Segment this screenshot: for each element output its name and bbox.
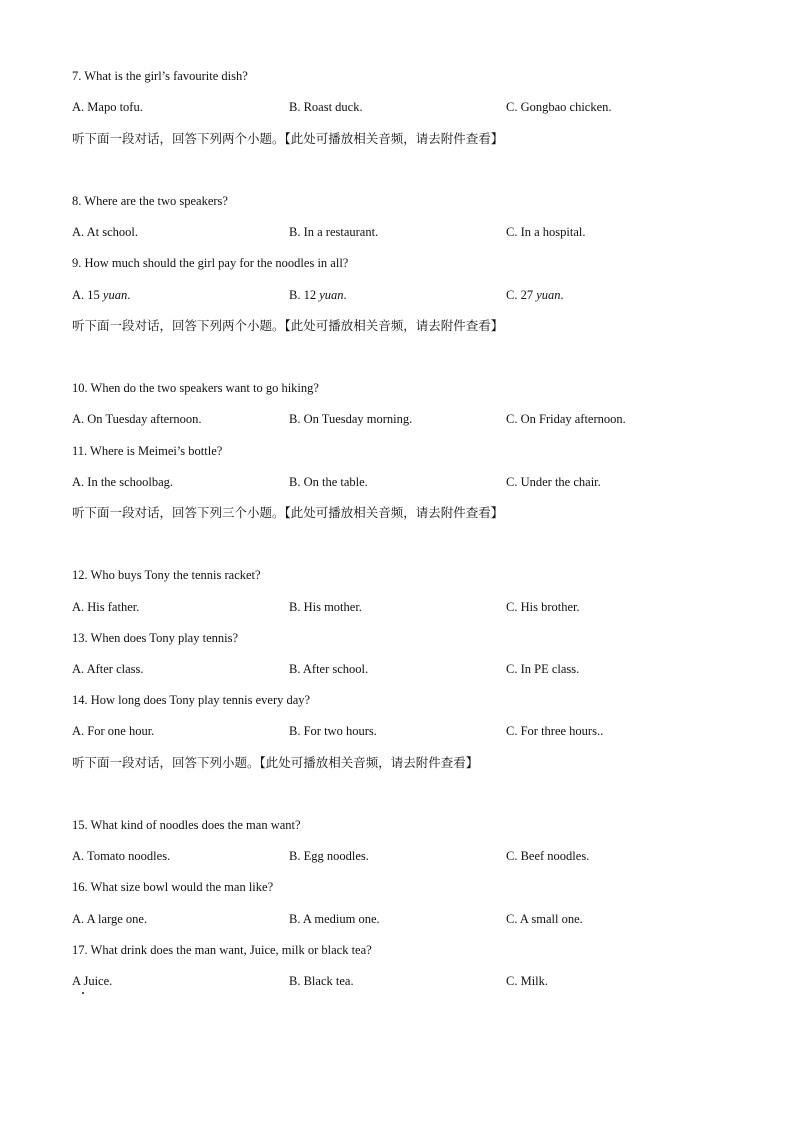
instruction-text: 听下面一段对话，回答下列三个小题。【此处可播放相关音频，请去附件查看】 xyxy=(72,505,504,520)
question-15 xyxy=(0,815,794,835)
option-c-period: . xyxy=(560,288,564,302)
option-c: C. In PE class. xyxy=(506,662,580,676)
option-c: C. Gongbao chicken. xyxy=(506,100,612,114)
listening-instruction xyxy=(0,316,794,336)
question-text: 10. When do the two speakers want to go hiking? xyxy=(72,381,319,395)
question-17 xyxy=(0,940,794,960)
option-b: B. A medium one. xyxy=(289,912,380,926)
option-a: A. A large one. xyxy=(72,912,148,926)
options-10 xyxy=(0,409,794,429)
option-a: A Juice. xyxy=(72,974,113,988)
options-8 xyxy=(0,222,794,242)
question-14 xyxy=(0,690,794,710)
instruction-text: 听下面一段对话，回答下列小题。【此处可播放相关音频，请去附件查看】 xyxy=(72,755,479,770)
options-14 xyxy=(0,721,794,741)
option-b: B. Egg noodles. xyxy=(289,849,369,863)
question-11 xyxy=(0,441,794,461)
option-b: B. Black tea. xyxy=(289,974,354,988)
option-c: C. Milk. xyxy=(506,974,549,988)
option-a: A. His father. xyxy=(72,600,140,614)
question-13 xyxy=(0,628,794,648)
option-b: B. His mother. xyxy=(289,600,362,614)
option-b-unit: yuan xyxy=(319,288,344,302)
stray-dot xyxy=(82,992,84,994)
question-text: 12. Who buys Tony the tennis racket? xyxy=(72,568,261,582)
listening-instruction xyxy=(0,753,794,773)
option-a: A. On Tuesday afternoon. xyxy=(72,412,202,426)
option-b: B. Roast duck. xyxy=(289,100,363,114)
option-c: C. On Friday afternoon. xyxy=(506,412,626,426)
option-c-amount: C. 27 xyxy=(506,288,537,302)
question-text: 13. When does Tony play tennis? xyxy=(72,631,238,645)
question-text: 9. How much should the girl pay for the noodles in all? xyxy=(72,256,349,270)
option-b xyxy=(289,285,347,305)
question-text: 8. Where are the two speakers? xyxy=(72,194,228,208)
option-a: A. Mapo tofu. xyxy=(72,100,143,114)
question-text: 15. What kind of noodles does the man want? xyxy=(72,818,301,832)
question-text: 16. What size bowl would the man like? xyxy=(72,880,274,894)
question-10 xyxy=(0,378,794,398)
options-12 xyxy=(0,597,794,617)
instruction-text: 听下面一段对话，回答下列两个小题。【此处可播放相关音频，请去附件查看】 xyxy=(72,131,504,146)
option-a-unit: yuan xyxy=(102,288,128,302)
options-9 xyxy=(0,285,794,305)
option-b-period: . xyxy=(343,288,347,302)
listening-instruction xyxy=(0,129,794,149)
options-11 xyxy=(0,472,794,492)
option-c-unit: yuan xyxy=(536,288,561,302)
option-a xyxy=(72,285,130,305)
option-a-period: . xyxy=(127,288,131,302)
question-text: 17. What drink does the man want, Juice, milk or black tea? xyxy=(72,943,372,957)
option-b-amount: B. 12 xyxy=(289,288,320,302)
question-7 xyxy=(0,66,794,86)
option-a: A. Tomato noodles. xyxy=(72,849,171,863)
option-a: A. For one hour. xyxy=(72,724,155,738)
option-a: A. At school. xyxy=(72,225,138,239)
option-b: B. In a restaurant. xyxy=(289,225,379,239)
option-a: A. In the schoolbag. xyxy=(72,475,174,489)
question-8 xyxy=(0,191,794,211)
option-b: B. On Tuesday morning. xyxy=(289,412,413,426)
option-c: C. A small one. xyxy=(506,912,583,926)
option-b: B. After school. xyxy=(289,662,369,676)
options-7 xyxy=(0,97,794,117)
option-c: C. For three hours.. xyxy=(506,724,604,738)
listening-instruction xyxy=(0,503,794,523)
question-9 xyxy=(0,253,794,273)
question-text: 14. How long does Tony play tennis every day? xyxy=(72,693,311,707)
instruction-text: 听下面一段对话，回答下列两个小题。【此处可播放相关音频，请去附件查看】 xyxy=(72,318,504,333)
options-15 xyxy=(0,846,794,866)
option-a-amount: A. 15 xyxy=(72,288,103,302)
option-b: B. For two hours. xyxy=(289,724,377,738)
options-16 xyxy=(0,909,794,929)
options-17 xyxy=(0,971,794,991)
question-16 xyxy=(0,877,794,897)
question-12 xyxy=(0,565,794,585)
option-c: C. His brother. xyxy=(506,600,580,614)
option-c: C. In a hospital. xyxy=(506,225,586,239)
option-c: C. Beef noodles. xyxy=(506,849,590,863)
question-text: 11. Where is Meimei’s bottle? xyxy=(72,444,223,458)
question-text: 7. What is the girl’s favourite dish? xyxy=(72,69,248,83)
option-b: B. On the table. xyxy=(289,475,368,489)
option-c xyxy=(506,285,564,305)
option-c: C. Under the chair. xyxy=(506,475,601,489)
option-a: A. After class. xyxy=(72,662,144,676)
options-13 xyxy=(0,659,794,679)
